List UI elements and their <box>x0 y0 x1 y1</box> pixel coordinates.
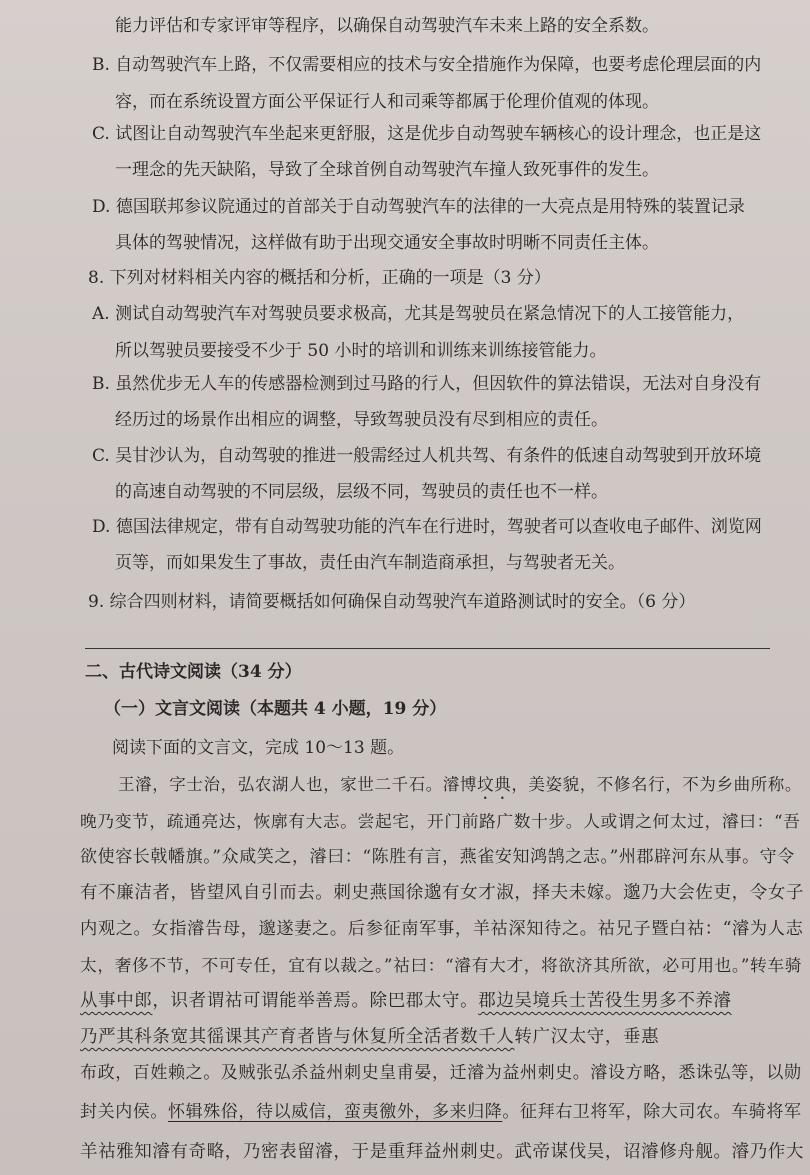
section-title: 二、古代诗文阅读（34 分） <box>85 662 302 682</box>
passage-line <box>118 773 802 803</box>
passage-wavy-sentence: 乃严其科条宽其徭课其产育者皆与休复所全活者数千人 <box>80 1027 515 1047</box>
subsection-title: （一）文言文阅读（本题共 4 小题，19 分） <box>104 699 447 719</box>
passage-underlined-sentence: 怀辑殊俗，待以威信，蛮夷徼外，多来归降 <box>168 1102 503 1122</box>
passage-line <box>80 1025 659 1049</box>
q8-option-d-line2: 页等，而如果发生了事故，责任由汽车制造商承担，与驾驶者无关。 <box>115 553 625 573</box>
passage-text: 。征拜右卫将军，除大司农。车骑将军 <box>502 1102 802 1122</box>
passage-line: 欲使容长戟幡旗。”众咸笑之，濬曰：“陈胜有言，燕雀安知鸿鹄之志。”州郡辟河东从事。守令 <box>80 847 795 867</box>
q9-stem: 9. 综合四则材料，请简要概括如何确保自动驾驶汽车道路测试时的安全。（6 分） <box>88 592 696 612</box>
q7-option-c-line2: 一理念的先天缺陷，导致了全球首例自动驾驶汽车撞人致死事件的发生。 <box>115 160 659 180</box>
q8-option-b-line1: B. 虽然优步无人车的传感器检测到过马路的行人，但因软件的算法错误，无法对自身没有 <box>92 374 762 394</box>
q7-option-b-line2: 容，而在系统设置方面公平保证行人和司乘等都属于伦理价值观的体现。 <box>115 92 659 112</box>
q8-option-c-line2: 的高速自动驾驶的不同层级，层级不同，驾驶员的责任也不一样。 <box>115 482 608 502</box>
passage-line: 内观之。女指濬告母，邈遂妻之。后参征南军事，羊祜深知待之。祜兄子暨白祜：“濬为人志 <box>80 919 804 939</box>
passage-line: 晚乃变节，疏通亮达，恢廓有大志。尝起宅，开门前路广数十步。人或谓之何太过，濬曰：“吾 <box>80 811 801 831</box>
passage-text: 王濬，字士治，弘农湖人也，家世二千石。濬博 <box>118 775 478 794</box>
q7-option-d-line2: 具体的驾驶情况，这样做有助于出现交通安全事故时明晰不同责任主体。 <box>115 233 659 253</box>
passage-wavy-phrase: 从事中郎 <box>80 991 153 1011</box>
passage-line: 有不廉洁者，皆望风自引而去。刺史燕国徐邈有女才淑，择夫未嫁。邈乃大会佐吏，令女子 <box>80 883 804 903</box>
passage-instruction: 阅读下面的文言文，完成 10～13 题。 <box>112 738 405 758</box>
q8-option-a-line2: 所以驾驶员要接受不少于 50 小时的培训和训练来训练接管能力。 <box>115 341 607 361</box>
passage-line: 布政，百姓赖之。及贼张弘杀益州刺史皇甫晏，迁濬为益州刺史。濬设方略，悉诛弘等，以勋 <box>80 1063 802 1083</box>
passage-line: 羊祜雅知濬有奇略，乃密表留濬，于是重拜益州刺史。武帝谋伐吴，诏濬修舟舰。濬乃作大 <box>80 1142 804 1162</box>
passage-wavy-sentence: 郡边吴境兵士苦役生男多不养濬 <box>478 991 732 1011</box>
passage-dotted-word: 坟典 <box>477 775 512 794</box>
section-divider <box>85 648 770 649</box>
passage-text: 转广汉太守，垂惠 <box>514 1027 660 1047</box>
passage-text: 封关内侯。 <box>80 1102 168 1122</box>
q8-option-b-line2: 经历过的场景作出相应的调整，导致驾驶员没有尽到相应的责任。 <box>115 410 608 430</box>
passage-line: 太，奢侈不节，不可专任，宜有以裁之。”祜曰：“濬有大才，将欲济其所欲，必可用也。”转车骑 <box>80 955 803 975</box>
q7-option-a-tail: 能力评估和专家评审等程序，以确保自动驾驶汽车未来上路的安全系数。 <box>115 16 659 36</box>
q8-option-a-line1: A. 测试自动驾驶汽车对驾驶员要求极高，尤其是驾驶员在紧急情况下的人工接管能力， <box>92 304 745 324</box>
q8-option-d-line1: D. 德国法律规定，带有自动驾驶功能的汽车在行进时，驾驶者可以查收电子邮件、浏览网 <box>92 517 762 537</box>
q7-option-d-line1: D. 德国联邦参议院通过的首部关于自动驾驶汽车的法律的一大亮点是用特殊的装置记录 <box>92 197 745 217</box>
passage-text: ，识者谓祜可谓能举善焉。除巴郡太守。 <box>152 991 479 1011</box>
passage-line <box>80 989 732 1013</box>
q8-stem: 8. 下列对材料相关内容的概括和分析，正确的一项是（3 分） <box>88 268 551 288</box>
passage-text: ，美姿貌，不修名行，不为乡曲所称。 <box>511 775 803 794</box>
passage-line <box>80 1100 802 1124</box>
q8-option-c-line1: C. 吴甘沙认为，自动驾驶的推进一般需经过人机共驾、有条件的低速自动驾驶到开放环境 <box>92 446 762 466</box>
q7-option-b-line1: B. 自动驾驶汽车上路，不仅需要相应的技术与安全措施作为保障，也要考虑伦理层面的内 <box>92 55 762 75</box>
q7-option-c-line1: C. 试图让自动驾驶汽车坐起来更舒服，这是优步自动驾驶车辆核心的设计理念，也正是这 <box>92 124 762 144</box>
